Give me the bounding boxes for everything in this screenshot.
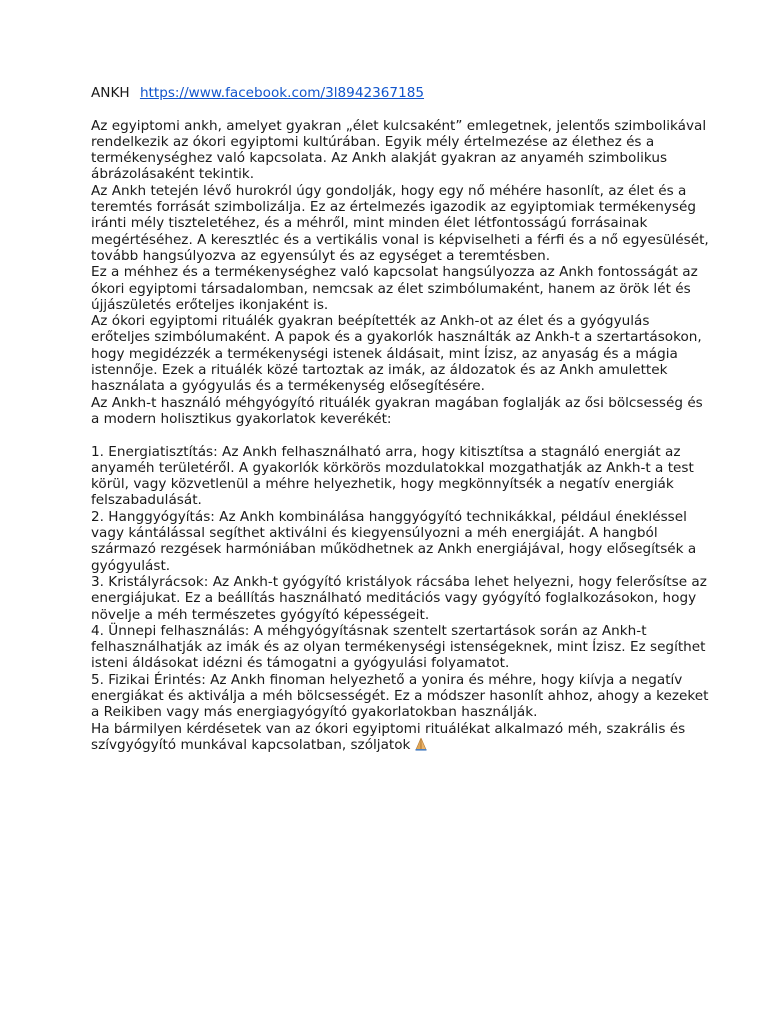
closing-text: Ha bármilyen kérdésetek van az ókori egyiptomi rituálékat alkalmazó méh, szakrális és szívgyógyító munkával kapcsolatban, szóljatok: [91, 720, 686, 753]
intro-paragraph-5: Az Ankh-t használó méhgyógyító rituálék gyakran magában foglalják az ősi bölcsesség és a modern holisztikus gyakorlatok keverékét:: [91, 394, 703, 427]
list-item-physical-touch: 5. Fizikai Érintés: Az Ankh finoman helyezhető a yonira és méhre, hogy kiívja a negatív energiákat és aktiválja a méh bölcsességét. Ez a módszer hasonlít ahhoz, ahogy a kezeket a Reikiben vagy más energiagyógyító gyakorlatokban használják.: [91, 671, 709, 721]
spacer: [91, 101, 711, 117]
intro-paragraph-2: Az Ankh tetején lévő hurokról úgy gondolják, hogy egy nő méhére hasonlít, az élet és a teremtés forrását szimbolizálja. Ez az értelmezés igazodik az egyiptomiak termékenység iránti mély tiszteletéhez, és a méhről, mint minden élet létfontosságú forrásainak megértéséhez. A keresztléc és a vertikális vonal is képviselheti a férfi és a nő egyesülését, tovább hangsúlyozva az egyensúlyt és az egységet a teremtésben.: [91, 182, 709, 264]
facebook-link[interactable]: https://www.facebook.com/3l8942367185: [139, 85, 425, 101]
document-body: [91, 85, 711, 753]
document-header: [91, 85, 711, 101]
document-title: ANKH: [91, 85, 130, 101]
intro-paragraph-1: Az egyiptomi ankh, amelyet gyakran „élet kulcsaként” emlegetnek, jelentős szimbolikával rendelkezik az ókori egyiptomi kultúrában. Egyik mély értelmezése az élethez és a termékenységhez való kapcsolata. Az Ankh alakját gyakran az anyaméh szimbolikus ábrázolásaként tekintik.: [91, 117, 707, 183]
list-item-ceremonial-use: 4. Ünnepi felhasználás: A méhgyógyításnak szentelt szertartások során az Ankh-t felhasználhatják az imák és az olyan termékenységi istenségeknek, mint Ízisz. Ez segíthet isteni áldásokat idézni és támogatni a gyógyulási folyamatot.: [91, 622, 706, 672]
list-item-energy-cleansing: 1. Energiatisztítás: Az Ankh felhasználható arra, hogy kitisztítsa a stagnáló energiát az anyaméh területéről. A gyakorlók körkörös mozdulatokkal mozgathatják az Ankh-t a test körül, vagy közvetlenül a méhre helyezhetik, hogy megkönnyítsék a negatív energiák felszabadulását.: [91, 443, 694, 509]
intro-paragraph-3: Ez a méhhez és a termékenységhez való kapcsolat hangsúlyozza az Ankh fontosságát az ókori egyiptomi társadalomban, nemcsak az élet szimbólumaként, hanem az örök lét és újjászületés erőteljes ikonjaként is.: [91, 264, 698, 313]
list-item-crystal-grids: 3. Kristályrácsok: Az Ankh-t gyógyító kristályok rácsába lehet helyezni, hogy felerősítse az energiájukat. Ez a beállítás használható meditációs vagy gyógyító foglalkozásokon, hogy növelje a méh természetes gyógyító képességeit.: [91, 573, 707, 623]
intro-paragraph-4: Az ókori egyiptomi rituálék gyakran beépítették az Ankh-ot az élet és a gyógyulás erőteljes szimbólumaként. A papok és a gyakorlók használták az Ankh-t a szertartásokon, hogy megidézzék a termékenységi istenek áldásait, mint Ízisz, az anyaság és a mágia istennője. Ezek a rituálék közé tartoztak az imák, az áldozatok és az Ankh amulettek használata a gyógyulás és a termékenység elősegítésére.: [91, 313, 702, 395]
list-item-sound-healing: 2. Hanggyógyítás: Az Ankh kombinálása hanggyógyító technikákkal, például énekléssel vagy kántálással segíthet aktiválni és kiegyensúlyozni a méh energiáját. A hangból származó rezgések harmóniában működhetnek az Ankh energiájával, hogy elősegítsék a gyógyulást.: [91, 508, 697, 574]
folded-hands-icon: [413, 737, 429, 751]
closing-paragraph: [91, 721, 711, 754]
spacer: [91, 427, 711, 443]
